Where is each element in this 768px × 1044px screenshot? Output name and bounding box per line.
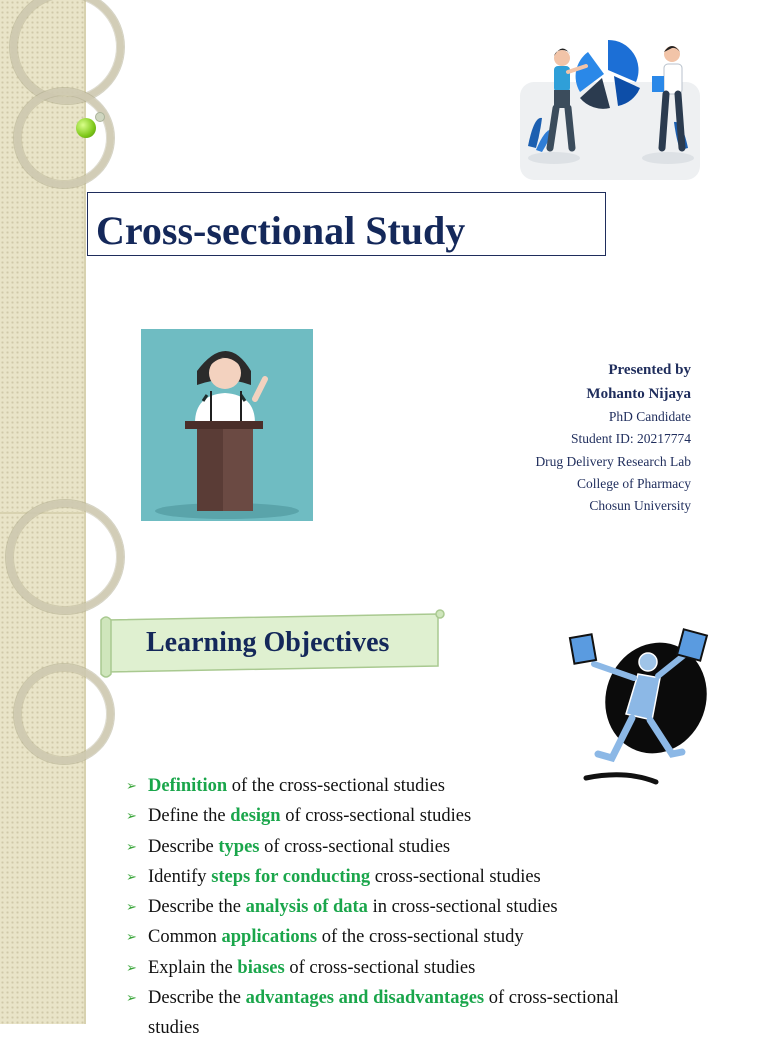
bullet-arrow-icon: ➢ xyxy=(126,838,137,854)
small-bead xyxy=(95,112,105,122)
title-box xyxy=(87,192,606,256)
objective-text: Common xyxy=(148,927,222,948)
decorative-ring xyxy=(6,500,124,614)
presenter-college: College of Pharmacy xyxy=(577,475,691,491)
objective-highlight: analysis of data xyxy=(245,897,368,918)
objective-text: Identify xyxy=(148,866,212,887)
objective-text: studies xyxy=(148,1018,200,1039)
objective-item xyxy=(126,771,696,801)
objectives-list xyxy=(126,771,696,1044)
speaker-podium-icon xyxy=(141,329,313,521)
decorative-ring xyxy=(14,88,114,188)
bullet-arrow-icon: ➢ xyxy=(126,899,137,915)
reading-person-clipart-icon xyxy=(566,628,712,788)
objective-item xyxy=(126,862,696,892)
decorative-strip xyxy=(0,0,86,1024)
objective-text: Describe the xyxy=(148,988,246,1009)
objective-text: Describe the xyxy=(148,897,246,918)
objective-highlight: Definition xyxy=(148,776,228,796)
objective-highlight: design xyxy=(230,806,281,827)
objective-item xyxy=(126,953,696,983)
presenter-university: Chosun University xyxy=(589,498,691,514)
objective-item-continuation xyxy=(126,1013,696,1043)
bullet-arrow-icon: ➢ xyxy=(126,929,137,945)
bullet-arrow-icon: ➢ xyxy=(126,808,137,824)
slide-title: Cross-sectional Study xyxy=(96,208,466,253)
objective-text: Explain the xyxy=(148,957,238,978)
bullet-arrow-icon: ➢ xyxy=(126,778,137,793)
objective-highlight: steps for conducting xyxy=(211,866,371,887)
objective-text: Describe xyxy=(148,836,219,857)
presenter-info xyxy=(535,358,691,517)
decorative-panel xyxy=(0,512,84,1026)
objective-highlight: advantages and disadvantages xyxy=(245,988,485,1009)
presented-by-label: Presented by xyxy=(608,362,691,378)
objective-text: in cross-sectional studies xyxy=(367,897,558,918)
bullet-arrow-icon: ➢ xyxy=(126,990,137,1006)
decorative-ring xyxy=(14,664,114,764)
objective-item xyxy=(126,922,696,952)
objective-text: of the cross-sectional studies xyxy=(227,776,445,796)
objective-item xyxy=(126,832,696,862)
objective-text: of cross-sectional xyxy=(484,988,619,1009)
objective-highlight: applications xyxy=(221,927,318,948)
presenter-role: PhD Candidate xyxy=(608,409,691,424)
objective-highlight: types xyxy=(218,836,260,857)
objective-text: Define the xyxy=(148,806,231,827)
bullet-arrow-icon: ➢ xyxy=(126,868,137,884)
green-bead xyxy=(76,118,96,138)
objective-item xyxy=(126,801,696,831)
objectives-heading: Learning Objectives xyxy=(146,627,390,658)
objective-text: of cross-sectional studies xyxy=(280,806,472,827)
presenter-lab: Drug Delivery Research Lab xyxy=(535,453,691,469)
objective-text: cross-sectional studies xyxy=(370,866,541,887)
objective-text: of cross-sectional studies xyxy=(284,957,476,978)
objective-item xyxy=(126,892,696,922)
objective-item xyxy=(126,983,696,1013)
objective-text: of cross-sectional studies xyxy=(259,836,451,857)
objective-text: of the cross-sectional study xyxy=(317,927,524,948)
analytics-illustration-icon xyxy=(518,26,702,182)
presenter-name: Mohanto Nijaya xyxy=(586,386,691,402)
presenter-student-id: Student ID: 20217774 xyxy=(571,431,691,447)
objective-highlight: biases xyxy=(237,957,285,978)
bullet-arrow-icon: ➢ xyxy=(126,959,137,975)
